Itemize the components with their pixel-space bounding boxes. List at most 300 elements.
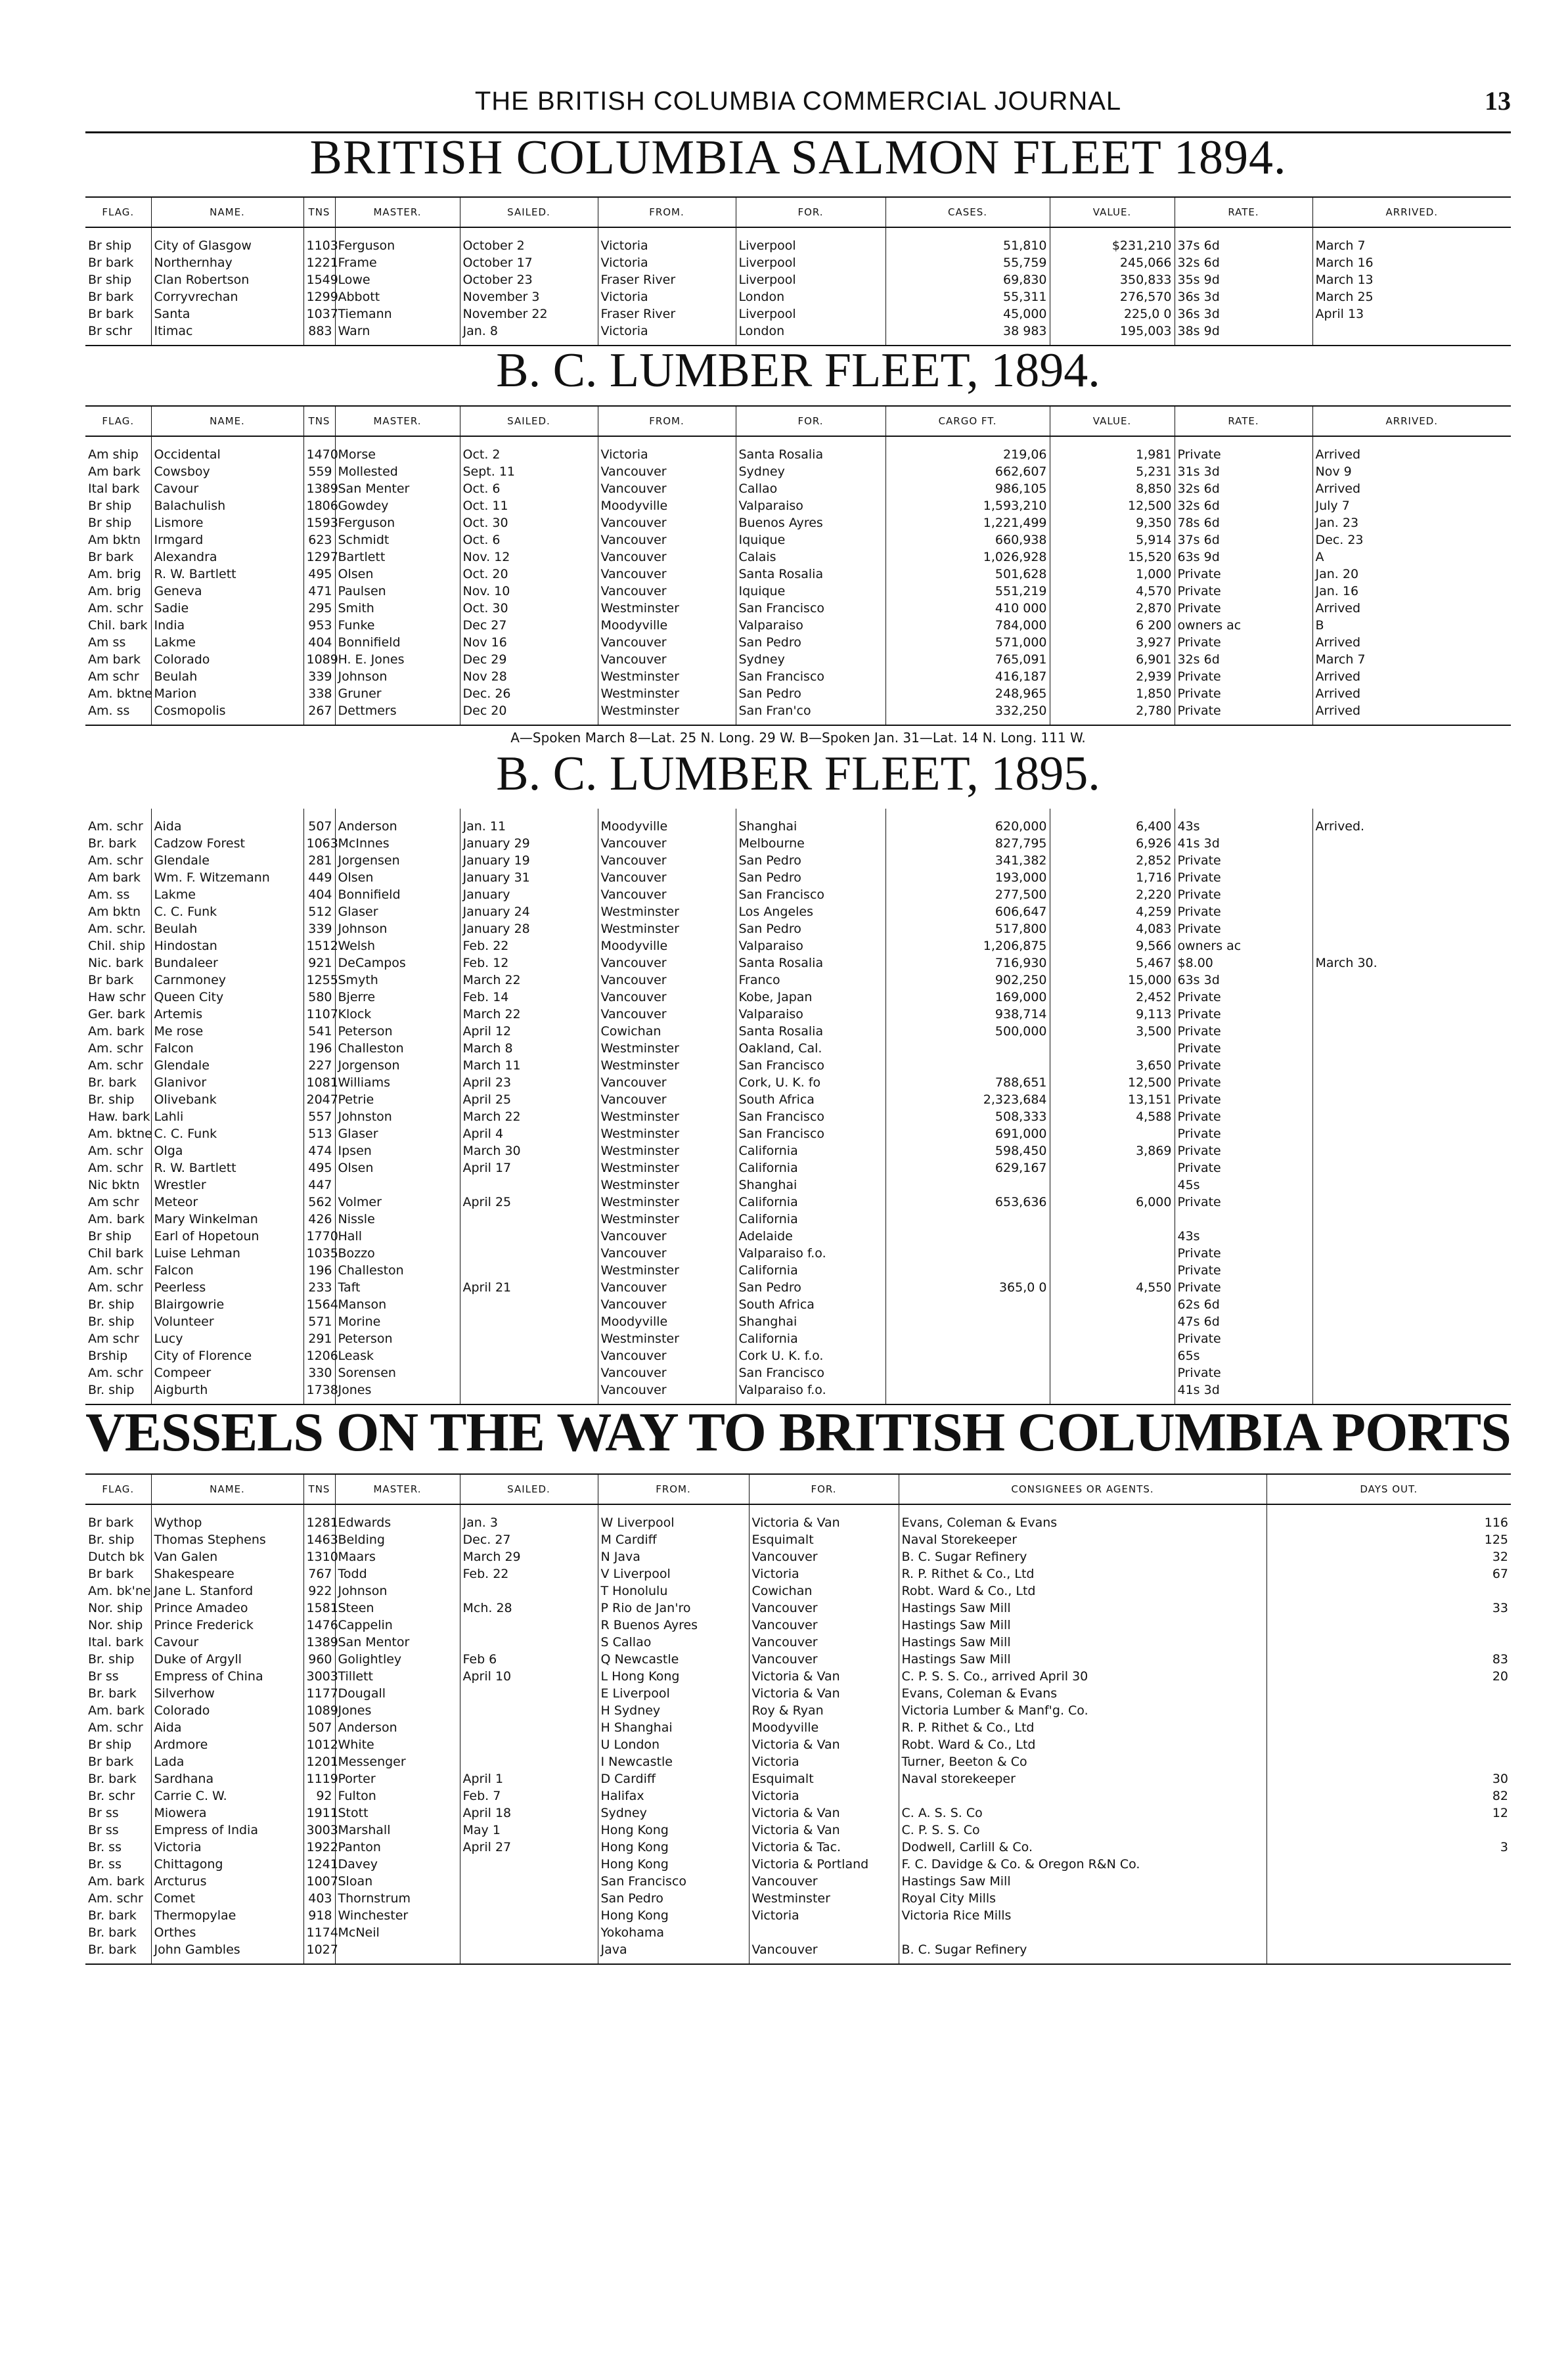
table-cell: 41s 3d bbox=[1175, 835, 1312, 852]
table-row bbox=[85, 989, 1511, 1006]
table-cell: 1119 bbox=[303, 1770, 335, 1787]
table-cell: 1081 bbox=[303, 1074, 335, 1091]
table-cell: 1593 bbox=[303, 514, 335, 531]
table-cell: L Hong Kong bbox=[598, 1668, 749, 1685]
table-cell: Br. ship bbox=[88, 1533, 135, 1547]
table-cell bbox=[460, 1753, 598, 1770]
table-cell: Br bark bbox=[88, 290, 134, 304]
table-cell: 883 bbox=[303, 323, 335, 346]
table-cell: Private bbox=[1175, 886, 1312, 903]
table-cell: 43s bbox=[1175, 809, 1312, 835]
table-cell: Vancouver bbox=[598, 514, 736, 531]
table-cell: Leask bbox=[335, 1347, 460, 1364]
table-row bbox=[85, 1907, 1511, 1924]
table-cell: Alexandra bbox=[151, 549, 303, 566]
table-cell bbox=[1266, 1924, 1511, 1941]
table-row bbox=[85, 1856, 1511, 1873]
table-cell: 426 bbox=[303, 1211, 335, 1228]
table-cell: C. C. Funk bbox=[151, 1125, 303, 1142]
table-cell: Victoria & Van bbox=[749, 1685, 899, 1702]
table-cell: Chil. bark bbox=[88, 618, 148, 633]
table-row bbox=[85, 1565, 1511, 1582]
table-cell: 1,593,210 bbox=[885, 497, 1050, 514]
table-row bbox=[85, 1787, 1511, 1805]
table-cell: Private bbox=[1175, 583, 1312, 600]
table-cell: San Mentor bbox=[335, 1634, 460, 1651]
table-cell: 281 bbox=[303, 852, 335, 869]
table-cell: Dec. 26 bbox=[460, 685, 598, 702]
table-header-row bbox=[85, 197, 1511, 227]
table-cell: D Cardiff bbox=[598, 1770, 749, 1787]
table-cell: 219,06 bbox=[885, 436, 1050, 463]
table-cell: T Honolulu bbox=[598, 1582, 749, 1600]
table-row bbox=[85, 617, 1511, 634]
table-cell: Victoria bbox=[151, 1839, 303, 1856]
table-cell: 30 bbox=[1266, 1770, 1511, 1787]
table-cell bbox=[1266, 1856, 1511, 1873]
table-cell: Br ss bbox=[88, 1806, 119, 1820]
table-cell: 47s 6d bbox=[1175, 1313, 1312, 1330]
table-cell: Private bbox=[1175, 1057, 1312, 1074]
table-cell: 767 bbox=[303, 1565, 335, 1582]
table-cell: Vancouver bbox=[598, 480, 736, 497]
table-cell: Thermopylae bbox=[151, 1907, 303, 1924]
table-cell: 51,810 bbox=[885, 227, 1050, 254]
table-cell: Moodyville bbox=[598, 937, 736, 954]
table-cell: 501,628 bbox=[885, 566, 1050, 583]
table-cell: 662,607 bbox=[885, 463, 1050, 480]
table-cell: 1037 bbox=[303, 305, 335, 323]
column-header: FROM. bbox=[598, 406, 736, 436]
table-cell: 559 bbox=[303, 463, 335, 480]
table-cell: Victoria & Van bbox=[749, 1736, 899, 1753]
table-cell: Edwards bbox=[335, 1504, 460, 1531]
table-cell: April 25 bbox=[460, 1091, 598, 1108]
table-cell: P Rio de Jan'ro bbox=[598, 1600, 749, 1617]
table-row bbox=[85, 1279, 1511, 1296]
table-cell bbox=[460, 1347, 598, 1364]
table-cell: Carrie C. W. bbox=[151, 1787, 303, 1805]
table-cell: Br. ship bbox=[88, 1297, 135, 1312]
table-cell: R Buenos Ayres bbox=[598, 1617, 749, 1634]
table-cell: Gowdey bbox=[335, 497, 460, 514]
table-cell: Clan Robertson bbox=[151, 271, 303, 288]
table-cell: 196 bbox=[303, 1040, 335, 1057]
table-cell: Santa bbox=[151, 305, 303, 323]
table-cell: Private bbox=[1175, 1194, 1312, 1211]
table-cell: 55,759 bbox=[885, 254, 1050, 271]
table-cell: 82 bbox=[1266, 1787, 1511, 1805]
table-cell bbox=[1050, 1211, 1175, 1228]
table-cell: 517,800 bbox=[885, 920, 1050, 937]
table-cell: Vancouver bbox=[598, 583, 736, 600]
table-cell: Private bbox=[1175, 1262, 1312, 1279]
table-cell bbox=[1312, 1228, 1511, 1245]
column-header: RATE. bbox=[1175, 406, 1312, 436]
table-cell: 32s 6d bbox=[1175, 480, 1312, 497]
table-cell: Chil. ship bbox=[88, 939, 146, 953]
table-cell: Westminster bbox=[598, 1330, 736, 1347]
table-cell: 1463 bbox=[303, 1531, 335, 1548]
table-cell: 341,382 bbox=[885, 852, 1050, 869]
table-cell: Arrived. bbox=[1312, 809, 1511, 835]
table-cell: 1549 bbox=[303, 271, 335, 288]
table-cell: 1911 bbox=[303, 1805, 335, 1822]
table-cell: 15,000 bbox=[1050, 972, 1175, 989]
table-cell: 660,938 bbox=[885, 531, 1050, 549]
table-cell bbox=[1312, 1347, 1511, 1364]
table-cell: E Liverpool bbox=[598, 1685, 749, 1702]
table-cell: Porter bbox=[335, 1770, 460, 1787]
table-row bbox=[85, 1194, 1511, 1211]
table-cell: Private bbox=[1175, 989, 1312, 1006]
table-cell: January 19 bbox=[460, 852, 598, 869]
table-cell: White bbox=[335, 1736, 460, 1753]
table-cell: Johnson bbox=[335, 920, 460, 937]
table-cell: San Pedro bbox=[598, 1890, 749, 1907]
table-cell bbox=[1050, 1330, 1175, 1347]
table-cell: 339 bbox=[303, 668, 335, 685]
table-cell: Messenger bbox=[335, 1753, 460, 1770]
table-cell: Dougall bbox=[335, 1685, 460, 1702]
table-cell: Nic bktn bbox=[88, 1178, 140, 1192]
table-cell: Victoria bbox=[598, 227, 736, 254]
table-cell bbox=[460, 1245, 598, 1262]
column-header: CONSIGNEES OR AGENTS. bbox=[899, 1474, 1266, 1504]
table-cell: Schmidt bbox=[335, 531, 460, 549]
table-cell: Victoria Lumber & Manf'g. Co. bbox=[899, 1702, 1266, 1719]
table-cell bbox=[1266, 1907, 1511, 1924]
table-cell: Westminster bbox=[598, 600, 736, 617]
table-cell: Iquique bbox=[736, 583, 885, 600]
vessels-title: VESSELS ON THE WAY TO BRITISH COLUMBIA PORTS bbox=[85, 1402, 1511, 1463]
table-cell: Fraser River bbox=[598, 305, 736, 323]
table-cell: Sorensen bbox=[335, 1364, 460, 1381]
table-cell: City of Glasgow bbox=[151, 227, 303, 254]
table-row bbox=[85, 1504, 1511, 1531]
table-cell: Westminster bbox=[598, 668, 736, 685]
table-cell: Santa Rosalia bbox=[736, 436, 885, 463]
table-cell: Callao bbox=[736, 480, 885, 497]
table-cell: March 7 bbox=[1312, 651, 1511, 668]
table-cell: Br bark bbox=[88, 973, 134, 987]
table-cell: January 28 bbox=[460, 920, 598, 937]
table-cell: Vancouver bbox=[598, 1279, 736, 1296]
table-cell: Abbott bbox=[335, 288, 460, 305]
table-cell bbox=[885, 1228, 1050, 1245]
table-cell: San Pedro bbox=[736, 869, 885, 886]
table-row bbox=[85, 1381, 1511, 1404]
table-cell: Am schr bbox=[88, 1195, 139, 1209]
table-cell: Victoria & Van bbox=[749, 1805, 899, 1822]
table-cell bbox=[460, 1296, 598, 1313]
table-cell: Northernhay bbox=[151, 254, 303, 271]
table-cell: 32 bbox=[1266, 1548, 1511, 1565]
table-cell bbox=[885, 1262, 1050, 1279]
table-cell: 513 bbox=[303, 1125, 335, 1142]
table-cell: Falcon bbox=[151, 1040, 303, 1057]
table-cell: San Fran'co bbox=[736, 702, 885, 725]
table-cell: Hong Kong bbox=[598, 1839, 749, 1856]
column-header: FLAG. bbox=[85, 197, 151, 227]
table-cell bbox=[1312, 835, 1511, 852]
table-cell: San Pedro bbox=[736, 920, 885, 937]
table-cell: Cavour bbox=[151, 1634, 303, 1651]
table-cell: 20 bbox=[1266, 1668, 1511, 1685]
table-cell: Robt. Ward & Co., Ltd bbox=[899, 1582, 1266, 1600]
table-cell: Private bbox=[1175, 634, 1312, 651]
table-cell: Dec. 27 bbox=[460, 1531, 598, 1548]
table-cell: Jorgenson bbox=[335, 1057, 460, 1074]
table-cell: Fraser River bbox=[598, 271, 736, 288]
table-cell: Prince Amadeo bbox=[151, 1600, 303, 1617]
table-cell bbox=[1312, 1262, 1511, 1279]
column-header: NAME. bbox=[151, 1474, 303, 1504]
table-cell: Moodyville bbox=[749, 1719, 899, 1736]
table-cell: Santa Rosalia bbox=[736, 566, 885, 583]
table-cell: Victoria & Van bbox=[749, 1822, 899, 1839]
table-cell: 1738 bbox=[303, 1381, 335, 1404]
table-cell: Beulah bbox=[151, 668, 303, 685]
table-cell bbox=[885, 1211, 1050, 1228]
table-cell: Dec 27 bbox=[460, 617, 598, 634]
table-cell: Victoria bbox=[749, 1907, 899, 1924]
table-row bbox=[85, 1347, 1511, 1364]
table-cell: Lada bbox=[151, 1753, 303, 1770]
table-cell bbox=[885, 1296, 1050, 1313]
table-cell: Tillett bbox=[335, 1668, 460, 1685]
table-cell: 541 bbox=[303, 1023, 335, 1040]
table-cell: Queen City bbox=[151, 989, 303, 1006]
table-cell: Glendale bbox=[151, 852, 303, 869]
table-cell: Br. ss bbox=[88, 1840, 122, 1854]
table-cell: 1,026,928 bbox=[885, 549, 1050, 566]
table-cell: Am. schr bbox=[88, 601, 143, 616]
table-cell: R. W. Bartlett bbox=[151, 1159, 303, 1177]
table-row bbox=[85, 869, 1511, 886]
table-cell: Dec 20 bbox=[460, 702, 598, 725]
table-cell: Dutch bk bbox=[88, 1550, 145, 1564]
table-cell: March 13 bbox=[1312, 271, 1511, 288]
table-cell: 169,000 bbox=[885, 989, 1050, 1006]
table-cell: Vancouver bbox=[598, 1347, 736, 1364]
table-cell: 1089 bbox=[303, 651, 335, 668]
table-cell: R. P. Rithet & Co., Ltd bbox=[899, 1565, 1266, 1582]
table-cell bbox=[1266, 1873, 1511, 1890]
table-cell: Johnson bbox=[335, 668, 460, 685]
table-cell: 291 bbox=[303, 1330, 335, 1347]
table-cell: April 27 bbox=[460, 1839, 598, 1856]
table-cell: Shanghai bbox=[736, 1177, 885, 1194]
table-cell bbox=[1312, 1313, 1511, 1330]
table-cell bbox=[460, 1873, 598, 1890]
table-cell: 277,500 bbox=[885, 886, 1050, 903]
table-cell bbox=[460, 1228, 598, 1245]
salmon-fleet-table bbox=[85, 196, 1511, 346]
table-row bbox=[85, 323, 1511, 346]
table-cell: 918 bbox=[303, 1907, 335, 1924]
table-cell: 69,830 bbox=[885, 271, 1050, 288]
table-cell: Van Galen bbox=[151, 1548, 303, 1565]
table-cell: Hong Kong bbox=[598, 1822, 749, 1839]
table-cell: 1103 bbox=[303, 227, 335, 254]
table-cell: South Africa bbox=[736, 1091, 885, 1108]
table-cell: Am. schr bbox=[88, 1144, 143, 1158]
table-cell: Sydney bbox=[598, 1805, 749, 1822]
table-cell bbox=[1312, 1211, 1511, 1228]
table-cell: March 16 bbox=[1312, 254, 1511, 271]
column-header: FLAG. bbox=[85, 1474, 151, 1504]
table-cell: Marion bbox=[151, 685, 303, 702]
table-row bbox=[85, 566, 1511, 583]
table-cell: Oct. 6 bbox=[460, 531, 598, 549]
table-cell: 765,091 bbox=[885, 651, 1050, 668]
table-cell: City of Florence bbox=[151, 1347, 303, 1364]
table-cell: Todd bbox=[335, 1565, 460, 1582]
table-cell bbox=[460, 1582, 598, 1600]
table-cell bbox=[1312, 972, 1511, 989]
table-cell: Melbourne bbox=[736, 835, 885, 852]
table-row bbox=[85, 903, 1511, 920]
table-cell: Arrived bbox=[1312, 600, 1511, 617]
table-cell: 598,450 bbox=[885, 1142, 1050, 1159]
table-cell: Yokohama bbox=[598, 1924, 749, 1941]
table-cell: Nov 28 bbox=[460, 668, 598, 685]
table-cell: March 30 bbox=[460, 1142, 598, 1159]
table-cell: 3,500 bbox=[1050, 1023, 1175, 1040]
table-cell: 1201 bbox=[303, 1753, 335, 1770]
table-cell: April 17 bbox=[460, 1159, 598, 1177]
table-cell bbox=[885, 1347, 1050, 1364]
table-cell: 38s 9d bbox=[1175, 323, 1312, 346]
table-cell: Golightley bbox=[335, 1651, 460, 1668]
table-cell: Wm. F. Witzemann bbox=[151, 869, 303, 886]
table-cell bbox=[885, 1040, 1050, 1057]
table-cell: Miowera bbox=[151, 1805, 303, 1822]
table-cell: Feb 6 bbox=[460, 1651, 598, 1668]
table-cell: Vancouver bbox=[749, 1873, 899, 1890]
table-cell: 248,965 bbox=[885, 685, 1050, 702]
table-cell: 1241 bbox=[303, 1856, 335, 1873]
table-cell: 1255 bbox=[303, 972, 335, 989]
table-cell: Prince Frederick bbox=[151, 1617, 303, 1634]
table-cell: McInnes bbox=[335, 835, 460, 852]
table-cell bbox=[1050, 1245, 1175, 1262]
column-header: FOR. bbox=[736, 406, 885, 436]
table-cell: 12,500 bbox=[1050, 1074, 1175, 1091]
table-row bbox=[85, 1548, 1511, 1565]
table-cell: 580 bbox=[303, 989, 335, 1006]
table-cell: 410 000 bbox=[885, 600, 1050, 617]
table-cell bbox=[1312, 1006, 1511, 1023]
table-cell: Br. schr bbox=[88, 1789, 135, 1803]
table-cell bbox=[1266, 1890, 1511, 1907]
table-cell: Buenos Ayres bbox=[736, 514, 885, 531]
table-cell: Hastings Saw Mill bbox=[899, 1873, 1266, 1890]
table-cell: 43s bbox=[1175, 1228, 1312, 1245]
table-cell: Am. brig bbox=[88, 567, 141, 581]
table-cell bbox=[1050, 1177, 1175, 1194]
table-cell: Am. bark bbox=[88, 1874, 145, 1889]
table-cell: Esquimalt bbox=[749, 1770, 899, 1787]
table-cell: 5,467 bbox=[1050, 954, 1175, 972]
table-cell: Mollested bbox=[335, 463, 460, 480]
table-cell: 5,914 bbox=[1050, 531, 1175, 549]
table-cell: 1,206,875 bbox=[885, 937, 1050, 954]
table-cell bbox=[1266, 1702, 1511, 1719]
table-cell: Westminster bbox=[598, 1262, 736, 1279]
table-row bbox=[85, 549, 1511, 566]
table-cell: 32s 6d bbox=[1175, 254, 1312, 271]
table-cell: January 31 bbox=[460, 869, 598, 886]
table-cell: Am. schr bbox=[88, 1891, 143, 1906]
table-cell bbox=[460, 1941, 598, 1964]
table-cell: 9,350 bbox=[1050, 514, 1175, 531]
table-cell: Vancouver bbox=[598, 1381, 736, 1404]
table-cell: 1174 bbox=[303, 1924, 335, 1941]
table-cell: Br ship bbox=[88, 1229, 132, 1244]
table-cell: 508,333 bbox=[885, 1108, 1050, 1125]
table-cell: 92 bbox=[303, 1787, 335, 1805]
table-cell: Am bktn bbox=[88, 533, 141, 547]
table-cell: 116 bbox=[1266, 1504, 1511, 1531]
table-cell: San Francisco bbox=[736, 886, 885, 903]
table-cell: Williams bbox=[335, 1074, 460, 1091]
table-cell bbox=[1312, 920, 1511, 937]
table-cell bbox=[1312, 989, 1511, 1006]
table-cell: 1,850 bbox=[1050, 685, 1175, 702]
table-cell: Carnmoney bbox=[151, 972, 303, 989]
table-cell: Am. bark bbox=[88, 1024, 145, 1039]
table-cell: San Francisco bbox=[736, 1125, 885, 1142]
table-row bbox=[85, 514, 1511, 531]
table-cell: Dettmers bbox=[335, 702, 460, 725]
table-cell: Manson bbox=[335, 1296, 460, 1313]
table-cell: Ipsen bbox=[335, 1142, 460, 1159]
table-cell: Private bbox=[1175, 1125, 1312, 1142]
table-cell: October 17 bbox=[460, 254, 598, 271]
table-cell: 1512 bbox=[303, 937, 335, 954]
table-cell: 447 bbox=[303, 1177, 335, 1194]
table-row bbox=[85, 1313, 1511, 1330]
table-cell: Br bark bbox=[88, 256, 134, 270]
table-cell: Sept. 11 bbox=[460, 463, 598, 480]
table-cell bbox=[1312, 1194, 1511, 1211]
table-cell: California bbox=[736, 1262, 885, 1279]
table-row bbox=[85, 1890, 1511, 1907]
table-cell: Westminster bbox=[598, 702, 736, 725]
table-cell: Shanghai bbox=[736, 809, 885, 835]
table-cell: 3003 bbox=[303, 1668, 335, 1685]
table-cell: 1,221,499 bbox=[885, 514, 1050, 531]
table-cell: Vancouver bbox=[598, 1074, 736, 1091]
table-row bbox=[85, 1228, 1511, 1245]
table-row bbox=[85, 436, 1511, 463]
table-cell: 32s 6d bbox=[1175, 497, 1312, 514]
column-header: NAME. bbox=[151, 406, 303, 436]
column-header: TNS bbox=[303, 1474, 335, 1504]
table-cell: Olsen bbox=[335, 1159, 460, 1177]
table-cell: 6,000 bbox=[1050, 1194, 1175, 1211]
table-cell bbox=[1266, 1582, 1511, 1600]
column-header: FROM. bbox=[598, 197, 736, 227]
table-cell: Jones bbox=[335, 1381, 460, 1404]
table-row bbox=[85, 1600, 1511, 1617]
table-cell bbox=[749, 1924, 899, 1941]
table-cell: Private bbox=[1175, 436, 1312, 463]
table-cell: California bbox=[736, 1194, 885, 1211]
table-cell: Wrestler bbox=[151, 1177, 303, 1194]
